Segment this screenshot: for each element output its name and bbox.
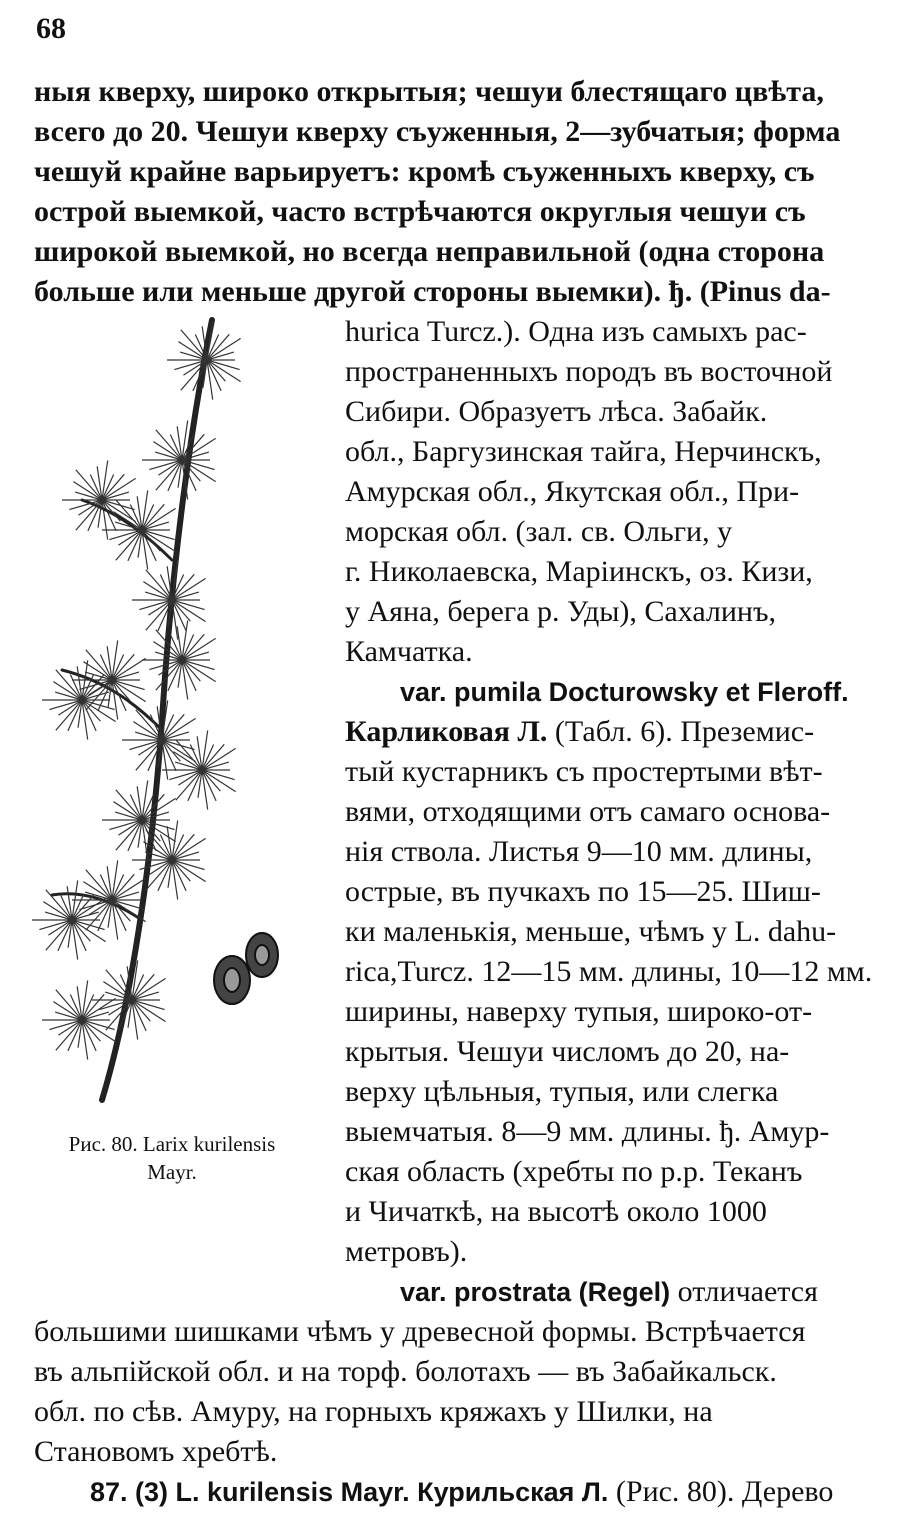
page-number: 68 <box>36 12 66 45</box>
text-line: ки маленькія, меньше, чѣмъ у L. dahu- <box>345 915 837 948</box>
text-line: морская обл. (зал. св. Ольги, у <box>345 515 733 548</box>
caption-line: Рис. 80. Larix kurilensis <box>68 1132 276 1156</box>
text-line: обл. по сѣв. Амуру, на горныхъ кряжахъ у Шилки, на <box>34 1395 713 1428</box>
figure-caption <box>22 1130 322 1186</box>
text-line: ская область (хребты по р.р. Теканъ <box>345 1155 803 1188</box>
text-line: вями, отходящими отъ самаго основа- <box>345 795 831 828</box>
text-line: Становомъ хребтѣ. <box>34 1435 278 1468</box>
variety-name-prostrata: var. prostrata (Regel) <box>400 1277 671 1307</box>
cones <box>214 933 278 1004</box>
text-line: пространенныхъ породъ въ восточной <box>345 355 833 388</box>
text-line: выемчатыя. 8—9 мм. длины. ђ. Амур- <box>345 1115 830 1148</box>
text-line: чешуй крайне варьируетъ: кромѣ съуженныхъ кверху, съ <box>34 155 815 188</box>
text-line: всего до 20. Чешуи кверху съуженныя, 2—зубчатыя; форма <box>34 115 841 148</box>
text-line: метровъ). <box>345 1235 468 1268</box>
text-line: въ альпійской обл. и на торф. болотахъ — въ Забайкальск. <box>34 1355 777 1388</box>
text-line: широкой выемкой, но всегда неправильной (одна сторона <box>34 235 825 268</box>
text-line: больше или меньше другой стороны выемки). ђ. (Pinus da- <box>34 275 831 308</box>
text-span: отличается <box>670 1275 818 1308</box>
text-line <box>345 712 880 752</box>
text-line: верху цѣльныя, тупыя, или слегка <box>345 1075 779 1108</box>
text-line <box>90 1472 880 1512</box>
text-line <box>400 1272 880 1312</box>
species-number: 87. (3) <box>90 1477 169 1507</box>
text-line: тый кустарникъ съ простертыми вѣт- <box>345 755 823 788</box>
text-line: острой выемкой, часто встрѣчаются округлыя чешуи съ <box>34 195 806 228</box>
text-span: (Табл. 6). Преземис- <box>547 715 815 748</box>
text-line: острые, въ пучкахъ по 15—25. Шиш- <box>345 875 821 908</box>
caption-line: Mayr. <box>147 1160 197 1184</box>
species-name: L. kurilensis Mayr. Курильская Л. <box>168 1477 609 1507</box>
text-line: hurica Turcz.). Одна изъ самыхъ рас- <box>345 315 807 348</box>
variety-name-pumila: var. pumila Docturowsky et Fleroff. <box>400 677 849 707</box>
text-line: и Чичаткѣ, на высотѣ около 1000 <box>345 1195 767 1228</box>
text-line: большими шишками чѣмъ у древесной формы. Встрѣчается <box>34 1315 806 1348</box>
text-line: rica,Turcz. 12—15 мм. длины, 10—12 мм. <box>345 955 873 988</box>
larch-branch-illustration <box>22 300 322 1130</box>
text-line: у Аяна, берега р. Уды), Сахалинъ, <box>345 595 777 628</box>
text-line: ныя кверху, широко открытыя; чешуи блестящаго цвѣта, <box>34 75 824 108</box>
text-line: нія ствола. Листья 9—10 мм. длины, <box>345 835 813 868</box>
text-line: Камчатка. <box>345 635 473 668</box>
text-line: крытыя. Чешуи числомъ до 20, на- <box>345 1035 790 1068</box>
text-span: (Рис. 80). Дерево <box>608 1475 834 1508</box>
text-line: г. Николаевска, Маріинскъ, оз. Кизи, <box>345 555 813 588</box>
text-line: ширины, наверху тупыя, широко-от- <box>345 995 813 1028</box>
text-line: Амурская обл., Якутская обл., При- <box>345 475 800 508</box>
common-name: Карликовая Л. <box>345 715 548 748</box>
text-line: обл., Баргузинская тайга, Нерчинскъ, <box>345 435 822 468</box>
text-line: Сибири. Образуетъ лѣса. Забайк. <box>345 395 768 428</box>
